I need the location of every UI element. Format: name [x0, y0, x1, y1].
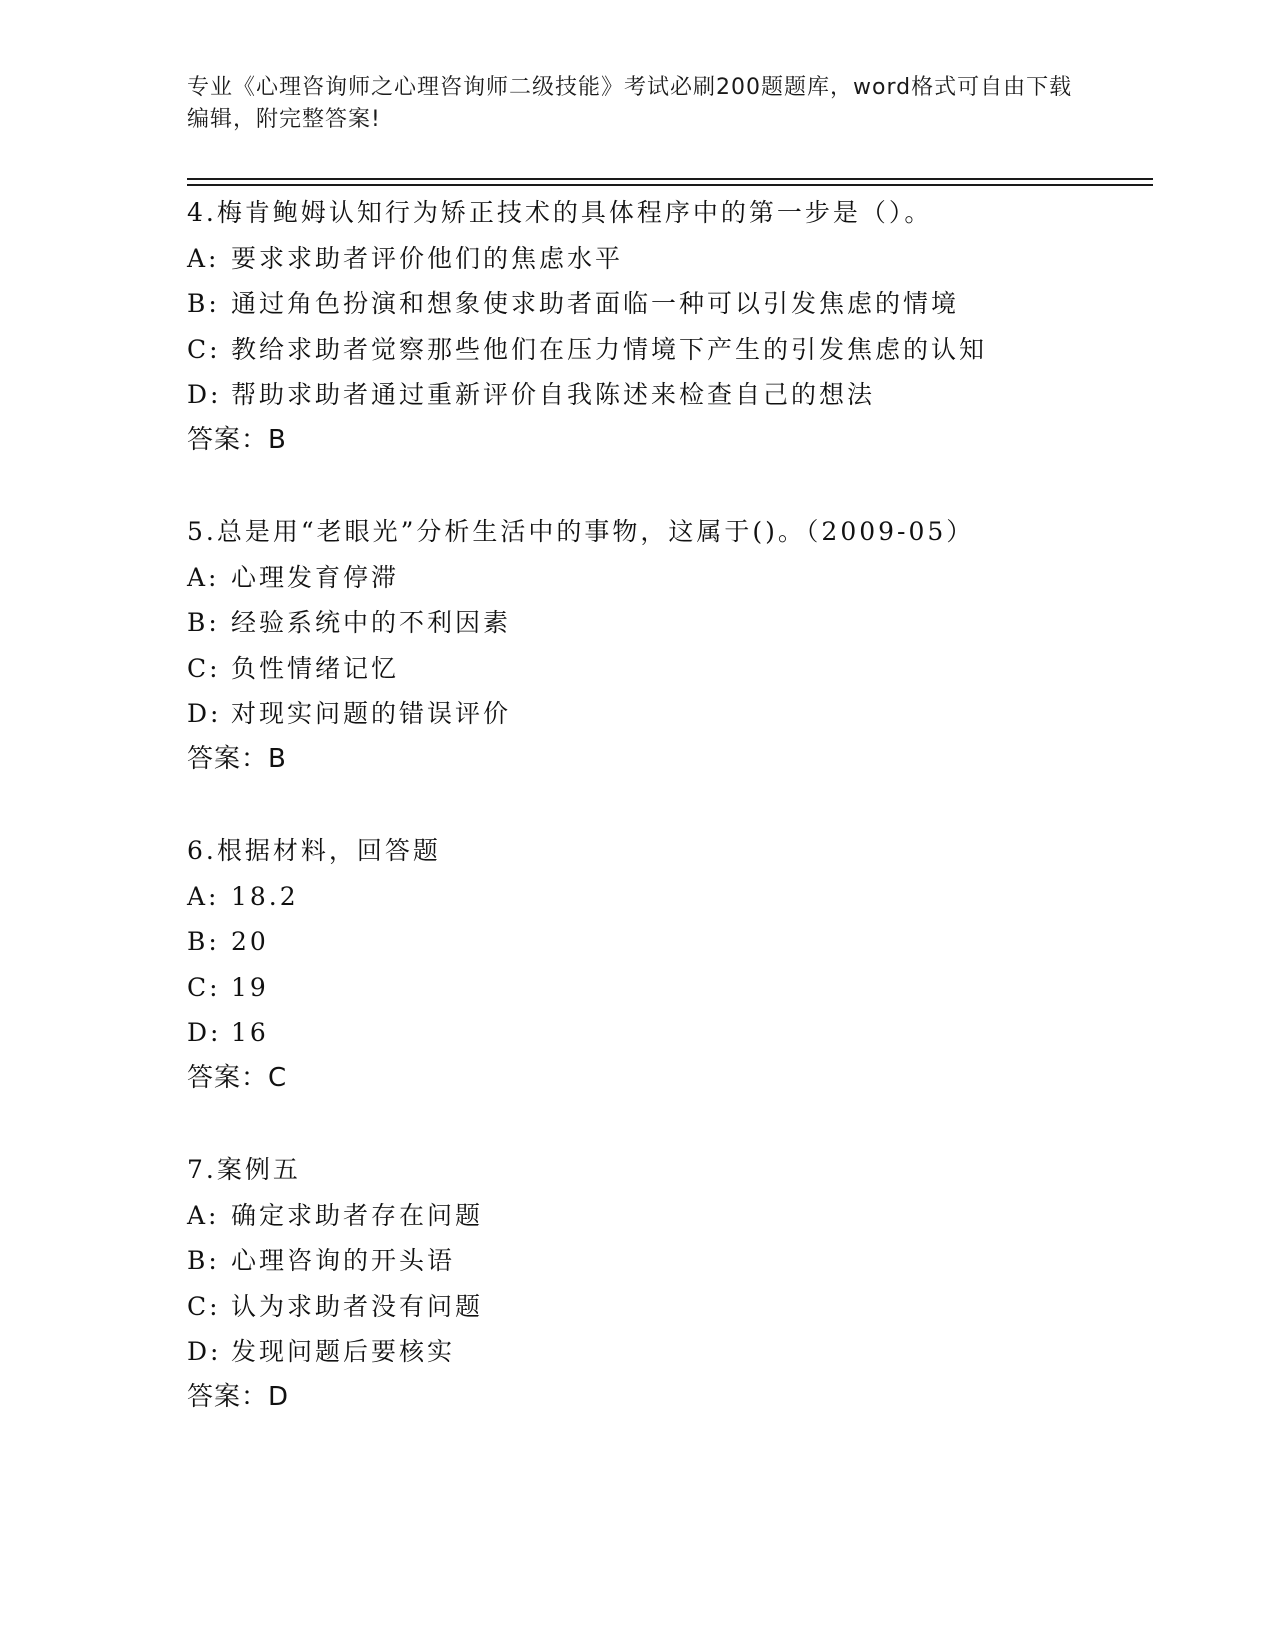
option-text: 对现实问题的错误评价 — [231, 699, 512, 728]
option-letter: D: — [187, 380, 222, 409]
header-divider-bottom — [187, 184, 1153, 186]
option-d — [187, 691, 1147, 737]
option-d — [187, 1329, 1147, 1375]
option-letter: C: — [187, 334, 221, 364]
question-4 — [187, 190, 1147, 463]
answer-line: 答案：C — [187, 1062, 288, 1093]
option-letter: D: — [187, 1337, 222, 1366]
option-b — [187, 919, 1147, 965]
option-text: 认为求助者没有问题 — [231, 1291, 484, 1321]
question-7 — [187, 1147, 1147, 1420]
option-text: 通过角色扮演和想象使求助者面临一种可以引发焦虑的情境 — [231, 289, 960, 318]
option-letter: B: — [187, 1246, 220, 1275]
option-text: 19 — [231, 972, 269, 1002]
option-c — [187, 1284, 1147, 1330]
question-stem: 4.梅肯鲍姆认知行为矫正技术的具体程序中的第一步是（）。 — [187, 198, 933, 227]
option-d — [187, 372, 1147, 418]
option-letter: D: — [187, 699, 222, 728]
option-c — [187, 965, 1147, 1011]
option-text: 16 — [231, 1018, 269, 1047]
question-stem: 7.案例五 — [187, 1155, 301, 1184]
option-text: 18.2 — [231, 881, 299, 911]
option-text: 教给求助者觉察那些他们在压力情境下产生的引发焦虑的认知 — [231, 334, 988, 364]
option-b — [187, 1238, 1147, 1284]
option-letter: C: — [187, 1291, 221, 1321]
option-letter: D: — [187, 1018, 222, 1047]
option-a — [187, 236, 1147, 282]
option-letter: B: — [187, 608, 220, 637]
question-6 — [187, 828, 1147, 1101]
option-a — [187, 555, 1147, 601]
option-letter: A: — [187, 881, 220, 911]
option-c — [187, 327, 1147, 373]
option-text: 心理咨询的开头语 — [231, 1246, 456, 1275]
option-b — [187, 281, 1147, 327]
option-a — [187, 1193, 1147, 1239]
option-letter: B: — [187, 927, 220, 956]
option-text: 帮助求助者通过重新评价自我陈述来检查自己的想法 — [231, 380, 876, 409]
option-text: 要求求助者评价他们的焦虑水平 — [231, 243, 624, 273]
option-text: 确定求助者存在问题 — [231, 1200, 484, 1230]
question-list — [187, 190, 1147, 1466]
option-c — [187, 646, 1147, 692]
option-letter: C: — [187, 972, 221, 1002]
option-text: 负性情绪记忆 — [231, 653, 400, 683]
answer-line: 答案：D — [187, 1381, 290, 1412]
document-header: 专业《心理咨询师之心理咨询师二级技能》考试必刷200题题库，word格式可自由下载编辑，附完整答案! — [187, 75, 1073, 132]
option-d — [187, 1010, 1147, 1056]
option-letter: A: — [187, 1200, 220, 1230]
question-5 — [187, 509, 1147, 782]
option-text: 20 — [231, 927, 269, 956]
question-stem: 5.总是用“老眼光”分析生活中的事物，这属于()。（2009-05） — [187, 517, 975, 546]
option-text: 心理发育停滞 — [231, 562, 400, 592]
option-a — [187, 874, 1147, 920]
option-letter: A: — [187, 243, 220, 273]
question-stem: 6.根据材料，回答题 — [187, 836, 441, 865]
answer-line: 答案：B — [187, 743, 287, 774]
option-b — [187, 600, 1147, 646]
answer-line: 答案：B — [187, 424, 287, 455]
header-divider-top — [187, 178, 1153, 180]
option-letter: C: — [187, 653, 221, 683]
option-letter: A: — [187, 562, 220, 592]
option-text: 经验系统中的不利因素 — [231, 608, 512, 637]
option-letter: B: — [187, 289, 220, 318]
option-text: 发现问题后要核实 — [231, 1337, 456, 1366]
